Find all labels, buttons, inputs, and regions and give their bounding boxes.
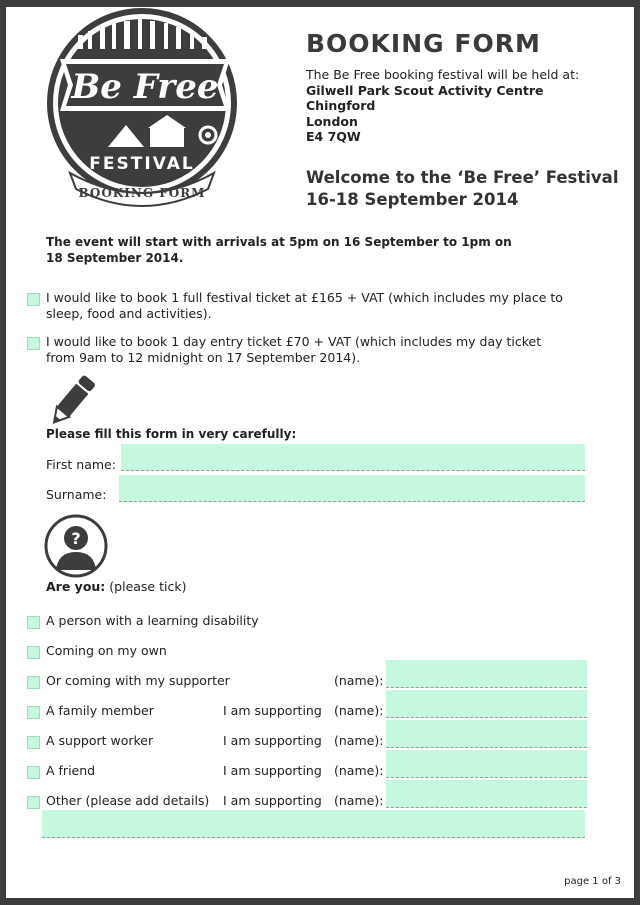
full-ticket-line-2: sleep, food and activities).	[46, 306, 212, 321]
learning-disability-checkbox[interactable]	[27, 616, 40, 629]
family-member-name-field[interactable]	[386, 690, 587, 718]
svg-text:?: ?	[71, 529, 81, 548]
are-you-hint: (please tick)	[105, 579, 187, 594]
support-worker-checkbox[interactable]	[27, 736, 40, 749]
other-name-field[interactable]	[386, 780, 587, 808]
form-instruction: Please fill this form in very carefully:	[46, 427, 297, 441]
day-ticket-line-2: from 9am to 12 midnight on 17 September 2014).	[46, 350, 361, 365]
friend-checkbox[interactable]	[27, 766, 40, 779]
family-member-label: A family member	[46, 703, 154, 718]
venue-name: Gilwell Park Scout Activity Centre	[306, 83, 544, 98]
support-worker-name-label: (name):	[334, 733, 384, 748]
with-supporter-name-field[interactable]	[386, 660, 587, 688]
pencil-icon	[44, 375, 100, 427]
other-name-label: (name):	[334, 793, 384, 808]
page-title: BOOKING FORM	[306, 29, 541, 58]
event-start-text	[46, 234, 516, 266]
logo-festival-text: FESTIVAL	[89, 154, 195, 174]
be-free-festival-logo	[8, 7, 276, 217]
day-ticket-label	[46, 334, 616, 366]
other-checkbox[interactable]	[27, 796, 40, 809]
logo-brand-text: Be Free	[71, 67, 219, 107]
support-worker-supporting: I am supporting	[223, 733, 322, 748]
support-worker-label: A support worker	[46, 733, 154, 748]
other-label: Other (please add details)	[46, 793, 210, 808]
other-details-field[interactable]	[42, 810, 585, 838]
event-start-line-2: 18 September 2014.	[46, 251, 184, 265]
question-person-icon	[44, 514, 110, 580]
venue-postcode: E4 7QW	[306, 129, 361, 144]
venue-city: London	[306, 114, 358, 129]
full-ticket-line-1: I would like to book 1 full festival ticket at £165 + VAT (which includes my place to	[46, 290, 563, 305]
other-supporting: I am supporting	[223, 793, 322, 808]
first-name-field[interactable]	[121, 444, 585, 471]
venue-intro: The Be Free booking festival will be held at:	[306, 67, 580, 82]
coming-alone-label: Coming on my own	[46, 643, 167, 658]
friend-label: A friend	[46, 763, 96, 778]
family-member-supporting: I am supporting	[223, 703, 322, 718]
day-ticket-line-1: I would like to book 1 day entry ticket £70 + VAT (which includes my day ticket	[46, 334, 542, 349]
with-supporter-label: Or coming with my supporter	[46, 673, 230, 688]
welcome-heading	[306, 167, 618, 211]
family-member-name-label: (name):	[334, 703, 384, 718]
are-you-heading	[46, 579, 186, 594]
with-supporter-name-label: (name):	[334, 673, 384, 688]
welcome-line-1: Welcome to the ‘Be Free’ Festival	[306, 168, 619, 187]
full-ticket-checkbox[interactable]	[27, 293, 40, 306]
first-name-label: First name:	[46, 457, 116, 472]
support-worker-name-field[interactable]	[386, 720, 587, 748]
friend-name-field[interactable]	[386, 750, 587, 778]
page-number: page 1 of 3	[564, 876, 621, 887]
full-ticket-label	[46, 290, 616, 322]
welcome-dates: 16-18 September 2014	[306, 190, 519, 209]
day-ticket-checkbox[interactable]	[27, 337, 40, 350]
event-start-line-1: The event will start with arrivals at 5pm on 16 September to 1pm on	[46, 235, 512, 249]
venue-town: Chingford	[306, 98, 376, 113]
coming-alone-checkbox[interactable]	[27, 646, 40, 659]
friend-supporting: I am supporting	[223, 763, 322, 778]
learning-disability-label: A person with a learning disability	[46, 613, 259, 628]
form-page	[6, 7, 634, 898]
surname-field[interactable]	[119, 475, 585, 502]
surname-label: Surname:	[46, 487, 107, 502]
are-you-bold: Are you:	[46, 579, 106, 594]
family-member-checkbox[interactable]	[27, 706, 40, 719]
friend-name-label: (name):	[334, 763, 384, 778]
logo-banner-text: BOOKING FORM	[78, 186, 206, 200]
with-supporter-checkbox[interactable]	[27, 676, 40, 689]
